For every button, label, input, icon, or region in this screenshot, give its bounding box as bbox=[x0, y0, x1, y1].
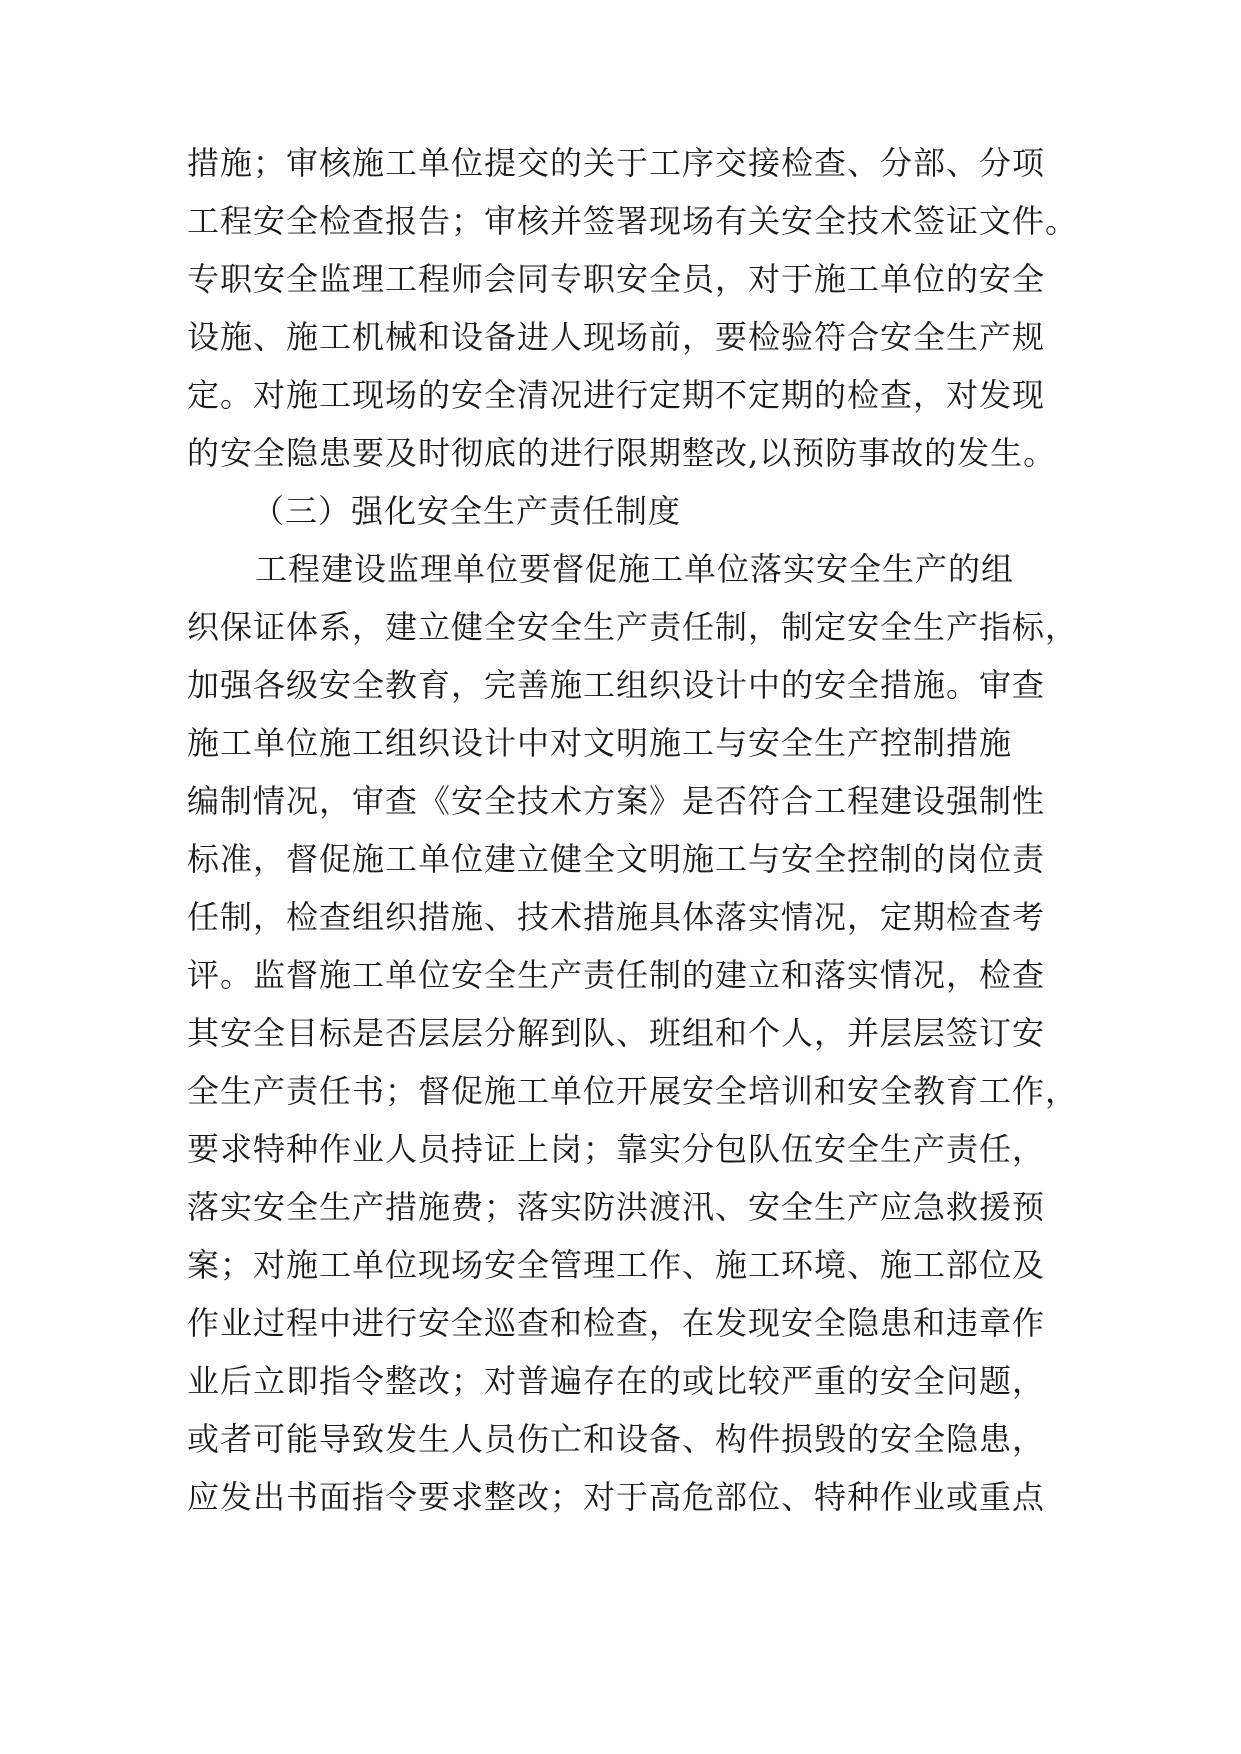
text-line: 任制，检查组织措施、技术措施具体落实情况，定期检查考 bbox=[187, 898, 1046, 936]
text-line: 加强各级安全教育，完善施工组织设计中的安全措施。审查 bbox=[187, 666, 1046, 704]
text-line: 或者可能导致发生人员伤亡和设备、构件损毁的安全隐患， bbox=[187, 1420, 1046, 1458]
text-line: 其安全目标是否层层分解到队、班组和个人，并层层签订安 bbox=[187, 1014, 1046, 1052]
text-line: 的安全隐患要及时彻底的进行限期整改,以预防事故的发生。 bbox=[187, 434, 1057, 472]
text-line: 案；对施工单位现场安全管理工作、施工环境、施工部位及 bbox=[187, 1246, 1046, 1284]
text-line: 工程安全检查报告；审核并签署现场有关安全技术签证文件。 bbox=[187, 202, 1079, 240]
text-line: 要求特种作业人员持证上岗；靠实分包队伍安全生产责任， bbox=[187, 1130, 1046, 1168]
text-line: 施工单位施工组织设计中对文明施工与安全生产控制措施 bbox=[187, 724, 1013, 762]
text-line: 织保证体系，建立健全安全生产责任制，制定安全生产指标， bbox=[187, 608, 1079, 646]
text-line: 标准，督促施工单位建立健全文明施工与安全控制的岗位责 bbox=[187, 840, 1046, 878]
text-line: 定。对施工现场的安全清况进行定期不定期的检查，对发现 bbox=[187, 376, 1046, 414]
text-line: 措施；审核施工单位提交的关于工序交接检查、分部、分项 bbox=[187, 144, 1046, 182]
text-line: 评。监督施工单位安全生产责任制的建立和落实情况，检查 bbox=[187, 956, 1046, 994]
paragraph-first-line: 工程建设监理单位要督促施工单位落实安全生产的组 bbox=[255, 550, 1015, 588]
text-line: 业后立即指令整改；对普遍存在的或比较严重的安全问题， bbox=[187, 1362, 1046, 1400]
text-line: 设施、施工机械和设备进人现场前，要检验符合安全生产规 bbox=[187, 318, 1046, 356]
text-line: 专职安全监理工程师会同专职安全员，对于施工单位的安全 bbox=[187, 260, 1046, 298]
section-heading: （三）强化安全生产责任制度 bbox=[252, 492, 682, 530]
text-line: 落实安全生产措施费；落实防洪渡汛、安全生产应急救援预 bbox=[187, 1188, 1046, 1226]
text-line: 编制情况，审查《安全技术方案》是否符合工程建设强制性 bbox=[187, 782, 1046, 820]
text-line: 作业过程中进行安全巡查和检查，在发现安全隐患和违章作 bbox=[187, 1304, 1046, 1342]
text-line: 全生产责任书；督促施工单位开展安全培训和安全教育工作， bbox=[187, 1072, 1079, 1110]
text-line: 应发出书面指令要求整改；对于高危部位、特种作业或重点 bbox=[187, 1478, 1046, 1516]
